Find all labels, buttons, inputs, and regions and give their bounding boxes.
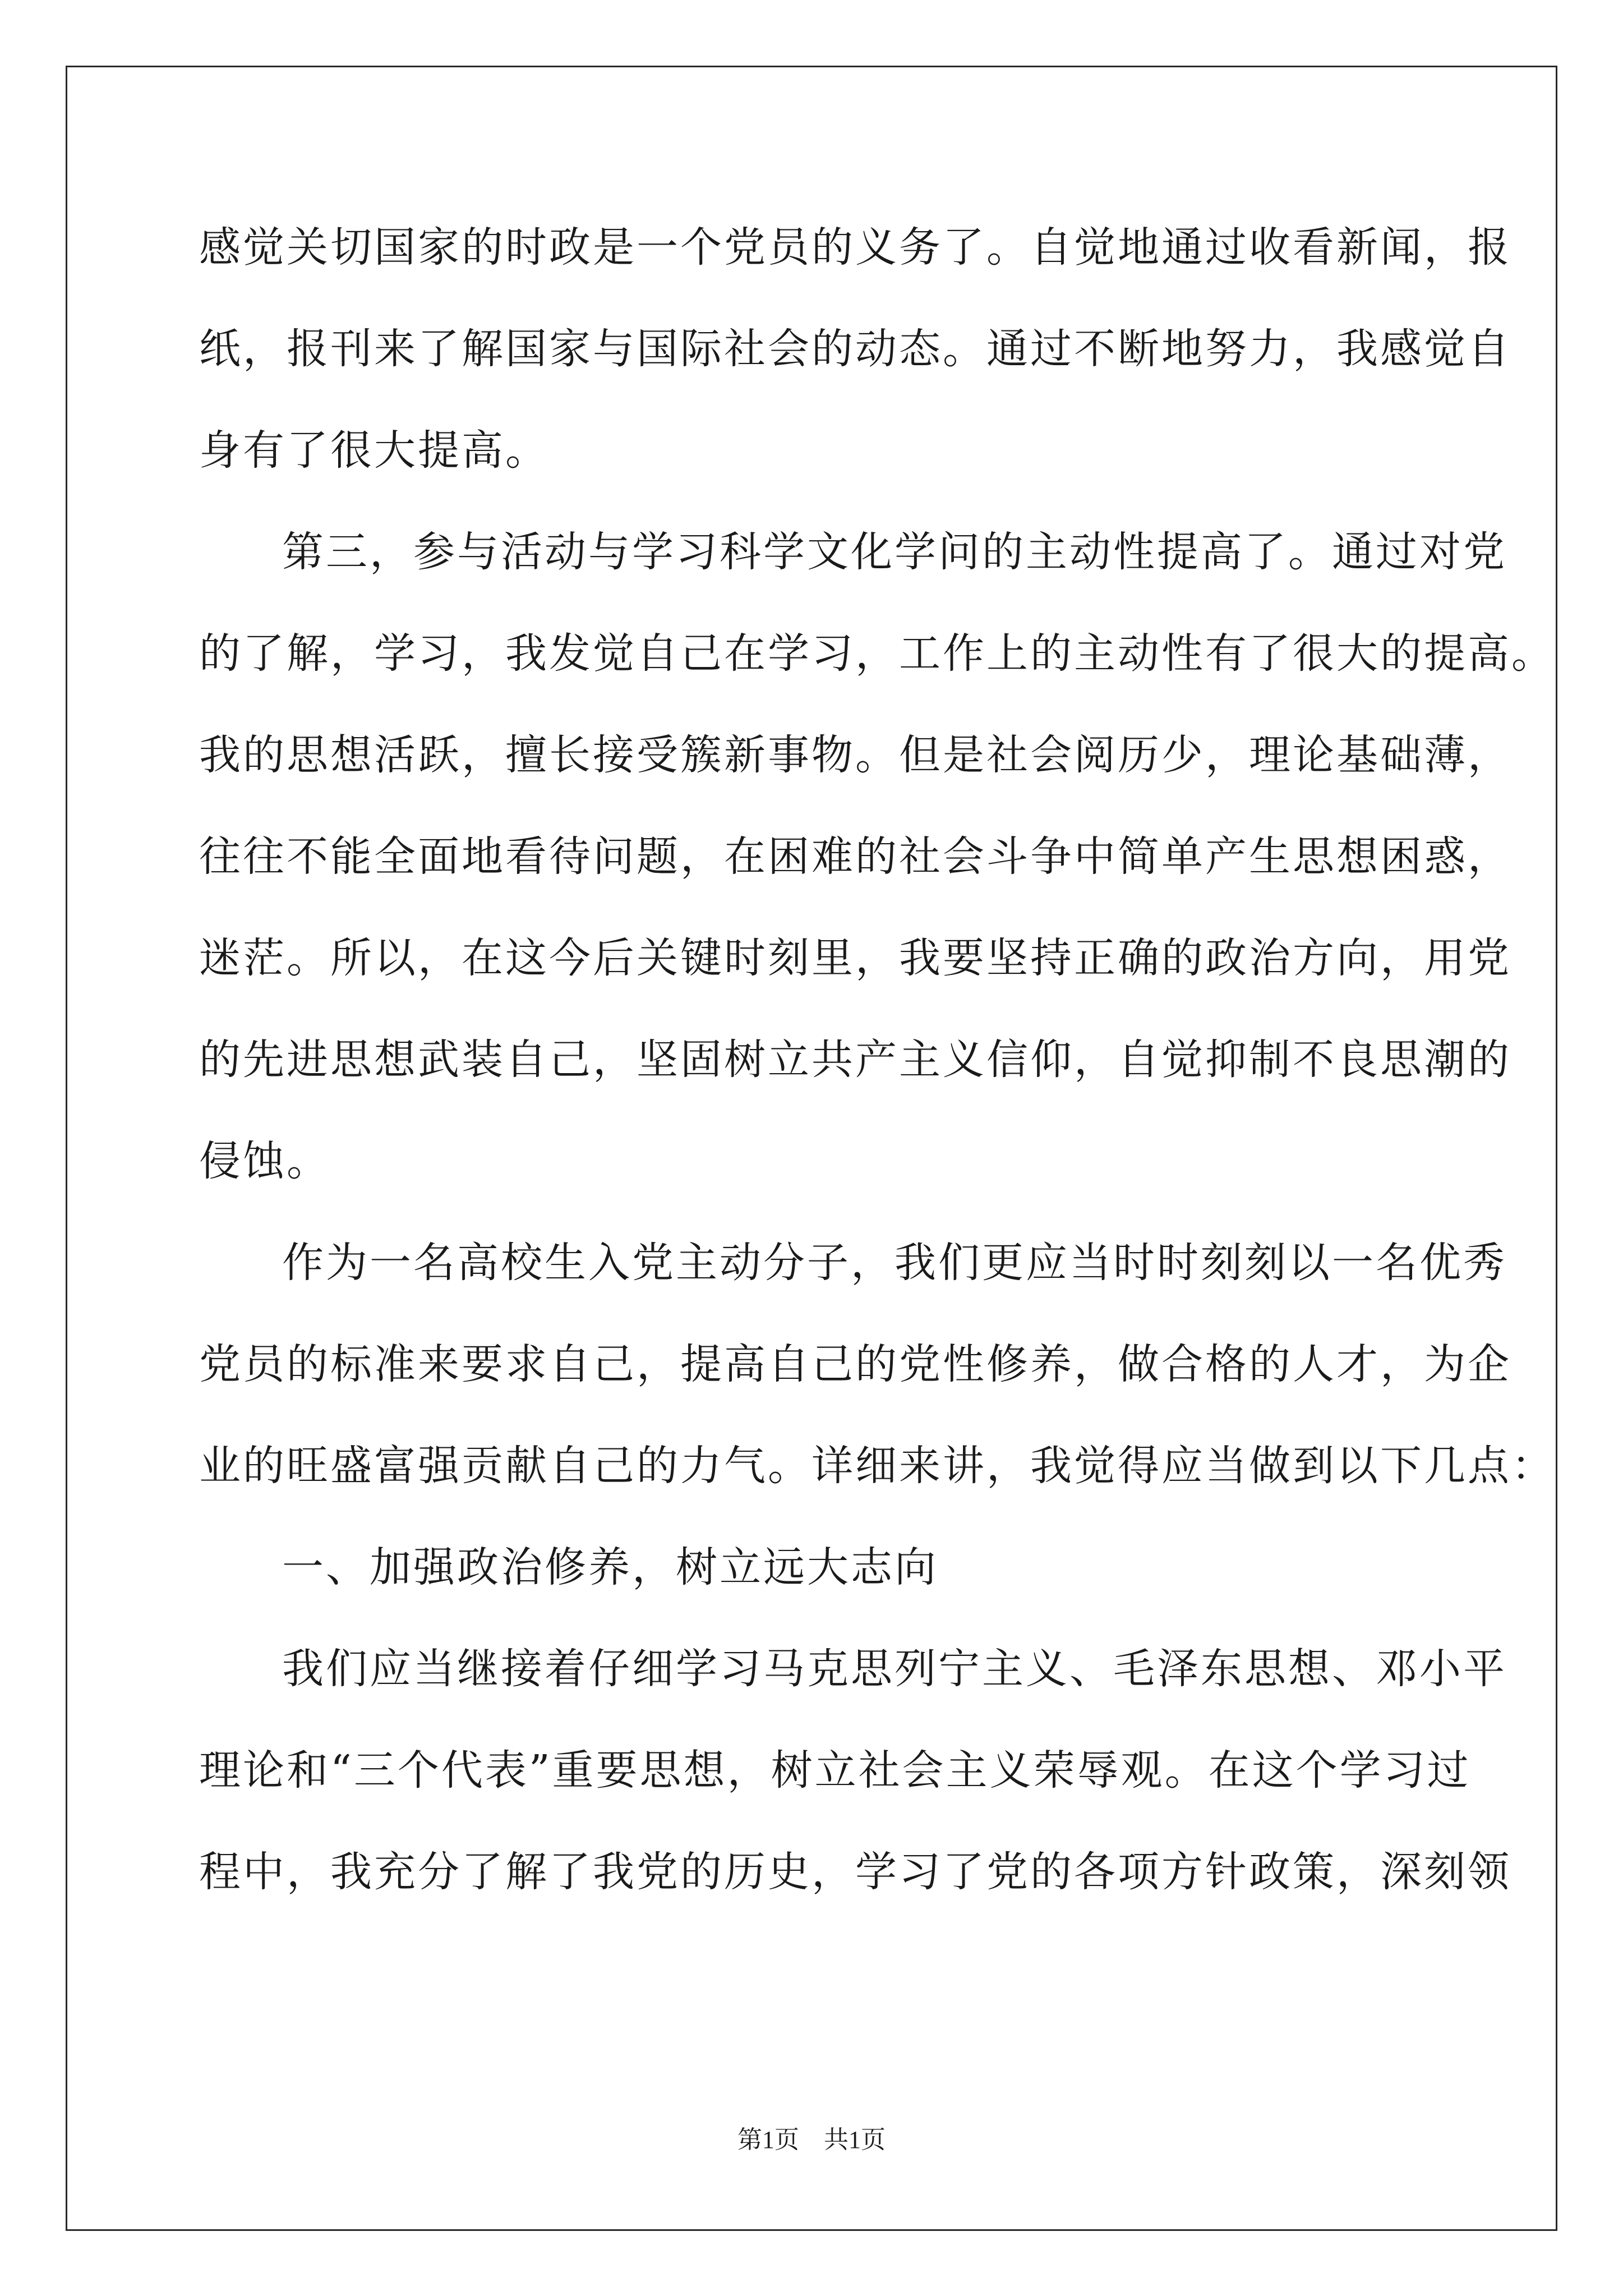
text-line: 身有了很大提高。 xyxy=(199,426,549,475)
text-line: 侵蚀。 xyxy=(199,1137,330,1185)
text-line: 的先进思想武装自己，坚固树立共产主义信仰，自觉抑制不良思潮的 xyxy=(199,1036,1511,1084)
text-line: 我的思想活跃，擅长接受簇新事物。但是社会阅历少，理论基础薄， xyxy=(199,731,1511,779)
text-line: 感觉关切国家的时政是一个党员的义务了。自觉地通过收看新闻，报 xyxy=(199,223,1511,272)
document-body xyxy=(199,216,1555,1942)
text-line: 往往不能全面地看待问题，在困难的社会斗争中简单产生思想困惑， xyxy=(199,832,1511,881)
text-line: 理论和“三个代表”重要思想，树立社会主义荣辱观。在这个学习过 xyxy=(199,1746,1471,1795)
paragraph-start-line: 作为一名高校生入党主动分子，我们更应当时时刻刻以一名优秀 xyxy=(282,1239,1507,1287)
paragraph-start-line: 我们应当继接着仔细学习马克思列宁主义、毛泽东思想、邓小平 xyxy=(282,1645,1507,1693)
text-line: 程中，我充分了解了我党的历史，学习了党的各项方针政策，深刻领 xyxy=(199,1848,1511,1896)
text-line: 迷茫。所以，在这今后关键时刻里，我要坚持正确的政治方向，用党 xyxy=(199,934,1511,982)
text-line: 业的旺盛富强贡献自己的力气。详细来讲，我觉得应当做到以下几点： xyxy=(199,1442,1555,1490)
page-number-footer: 第1页 共1页 xyxy=(737,2126,886,2154)
section-heading: 一、加强政治修养，树立远大志向 xyxy=(282,1543,938,1591)
text-line: 的了解，学习，我发觉自己在学习，工作上的主动性有了很大的提高。 xyxy=(199,629,1555,678)
text-line: 党员的标准来要求自己，提高自己的党性修养，做合格的人才，为企 xyxy=(199,1340,1511,1388)
text-line: 纸，报刊来了解国家与国际社会的动态。通过不断地努力，我感觉自 xyxy=(199,325,1511,373)
paragraph-start-line: 第三，参与活动与学习科学文化学问的主动性提高了。通过对党 xyxy=(282,528,1507,576)
